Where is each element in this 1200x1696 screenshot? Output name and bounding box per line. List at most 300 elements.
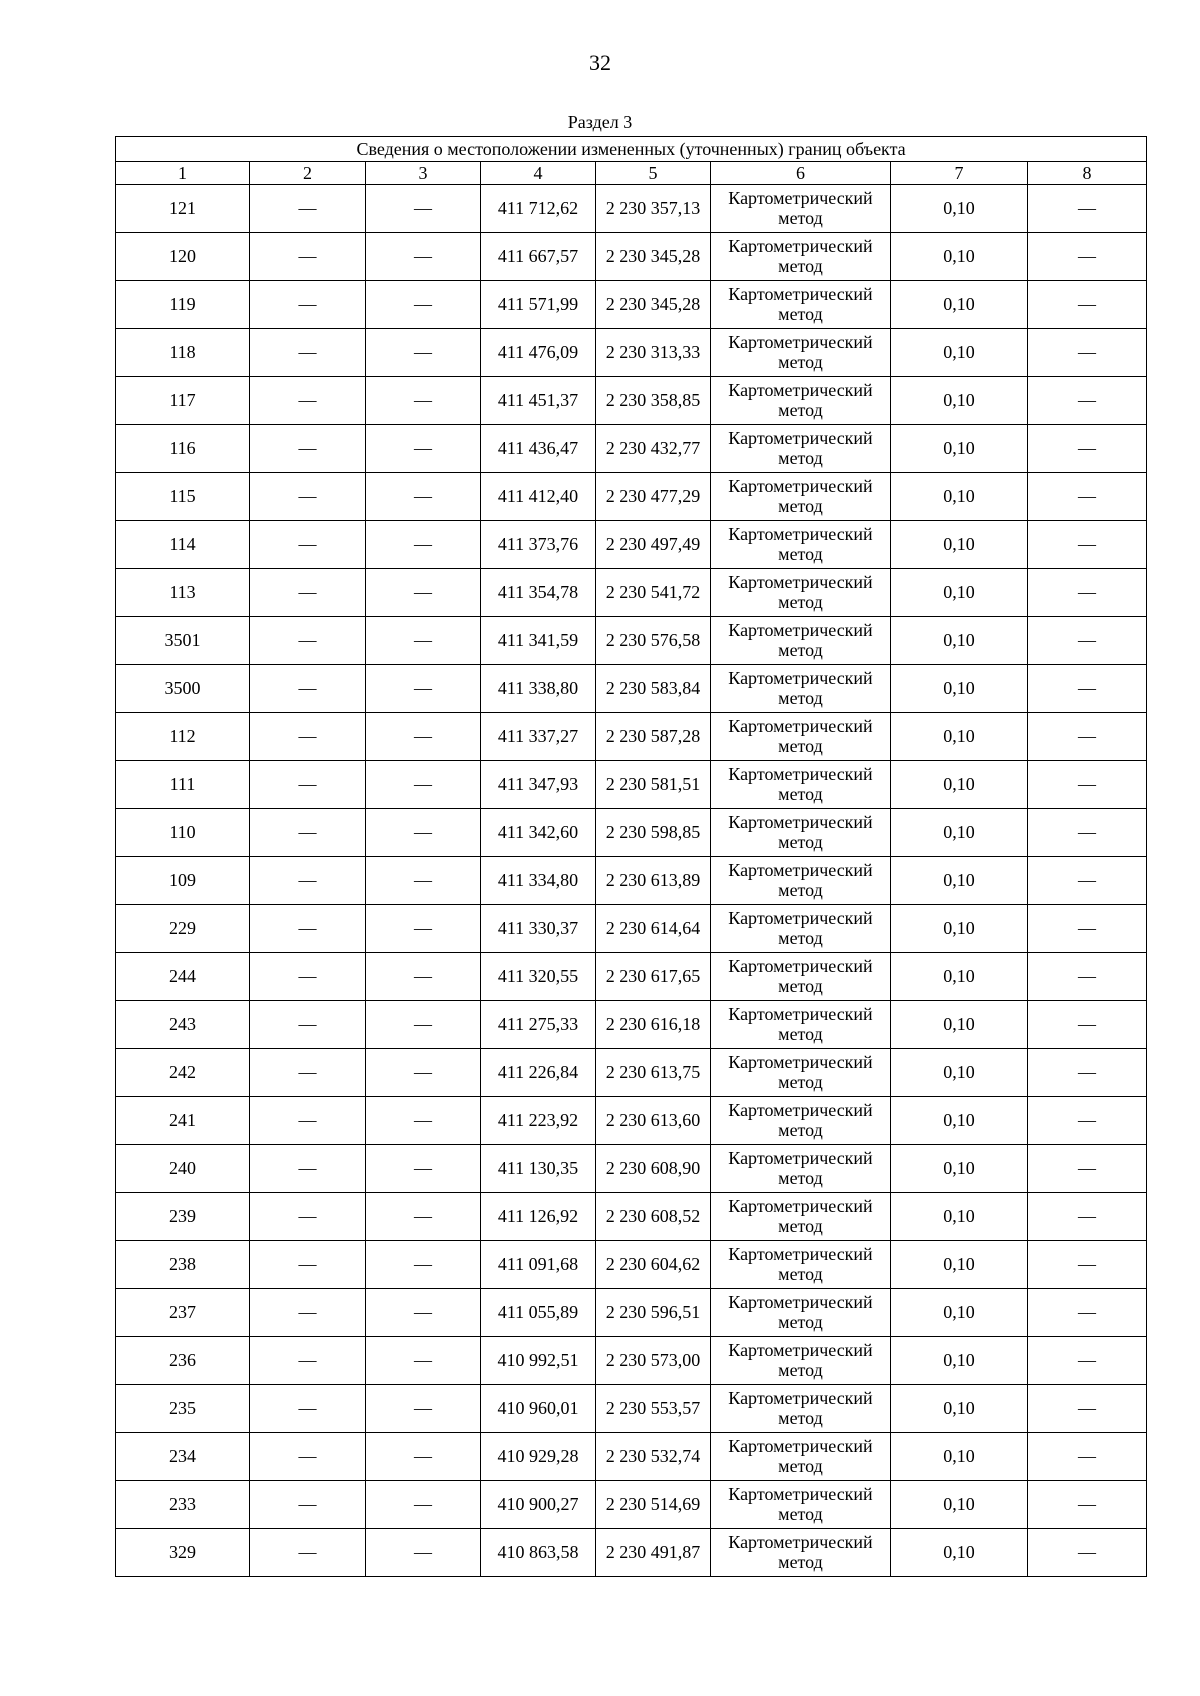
cell-point-number: 112 [116,713,250,761]
method-line1: Картометрический [728,955,873,976]
cell-dash: — [250,185,366,233]
cell-y-coordinate: 2 230 553,57 [596,1385,711,1433]
page-number: 32 [589,50,611,75]
method-line2: метод [778,783,823,804]
cell-method [711,1001,891,1049]
cell-x-coordinate: 411 667,57 [481,233,596,281]
cell-x-coordinate: 411 055,89 [481,1289,596,1337]
cell-y-coordinate: 2 230 608,90 [596,1145,711,1193]
cell-x-coordinate: 411 571,99 [481,281,596,329]
table-row [116,329,1147,377]
cell-dash: — [1028,473,1147,521]
cell-accuracy: 0,10 [891,425,1028,473]
method-line1: Картометрический [728,907,873,928]
column-header: 6 [711,162,891,185]
cell-accuracy: 0,10 [891,1241,1028,1289]
method-line1: Картометрический [728,1531,873,1552]
section-title: Раздел 3 [567,112,633,132]
method-line2: метод [778,735,823,756]
cell-dash: — [366,1385,481,1433]
cell-dash: — [1028,857,1147,905]
cell-y-coordinate: 2 230 608,52 [596,1193,711,1241]
cell-x-coordinate: 411 476,09 [481,329,596,377]
cell-dash: — [1028,1481,1147,1529]
method-line1: Картометрический [728,1339,873,1360]
cell-dash: — [1028,1289,1147,1337]
method-line2: метод [778,1311,823,1332]
cell-y-coordinate: 2 230 345,28 [596,233,711,281]
cell-x-coordinate: 411 436,47 [481,425,596,473]
cell-point-number: 244 [116,953,250,1001]
method-line1: Картометрический [728,1435,873,1456]
column-header: 5 [596,162,711,185]
cell-method [711,1241,891,1289]
method-line2: метод [778,1071,823,1092]
cell-x-coordinate: 411 126,92 [481,1193,596,1241]
method-line2: метод [778,447,823,468]
cell-accuracy: 0,10 [891,665,1028,713]
cell-y-coordinate: 2 230 497,49 [596,521,711,569]
cell-accuracy: 0,10 [891,1049,1028,1097]
cell-accuracy: 0,10 [891,233,1028,281]
method-line2: метод [778,1551,823,1572]
method-line1: Картометрический [728,811,873,832]
method-line1: Картометрический [728,1195,873,1216]
cell-x-coordinate: 411 091,68 [481,1241,596,1289]
cell-dash: — [366,617,481,665]
table-row [116,809,1147,857]
cell-dash: — [250,569,366,617]
cell-y-coordinate: 2 230 613,60 [596,1097,711,1145]
cell-dash: — [366,233,481,281]
cell-accuracy: 0,10 [891,569,1028,617]
cell-dash: — [1028,905,1147,953]
cell-dash: — [1028,1049,1147,1097]
cell-dash: — [1028,1529,1147,1577]
cell-dash: — [1028,761,1147,809]
cell-dash: — [366,1289,481,1337]
cell-x-coordinate: 411 223,92 [481,1097,596,1145]
method-line1: Картометрический [728,763,873,784]
cell-point-number: 243 [116,1001,250,1049]
column-header: 7 [891,162,1028,185]
cell-point-number: 116 [116,425,250,473]
cell-x-coordinate: 411 334,80 [481,857,596,905]
cell-method [711,809,891,857]
cell-method [711,617,891,665]
cell-method [711,1529,891,1577]
cell-dash: — [366,425,481,473]
method-line2: метод [778,687,823,708]
cell-y-coordinate: 2 230 541,72 [596,569,711,617]
cell-dash: — [366,569,481,617]
cell-dash: — [366,1241,481,1289]
cell-point-number: 240 [116,1145,250,1193]
cell-y-coordinate: 2 230 573,00 [596,1337,711,1385]
cell-dash: — [366,473,481,521]
column-header: 2 [250,162,366,185]
cell-accuracy: 0,10 [891,1145,1028,1193]
cell-dash: — [250,473,366,521]
cell-accuracy: 0,10 [891,521,1028,569]
method-line1: Картометрический [728,187,873,208]
cell-x-coordinate: 411 451,37 [481,377,596,425]
table-row [116,1241,1147,1289]
cell-dash: — [366,665,481,713]
cell-dash: — [250,713,366,761]
cell-point-number: 117 [116,377,250,425]
cell-dash: — [366,953,481,1001]
table-row [116,233,1147,281]
table-row [116,473,1147,521]
method-line2: метод [778,255,823,276]
cell-x-coordinate: 410 960,01 [481,1385,596,1433]
method-line2: метод [778,351,823,372]
cell-point-number: 235 [116,1385,250,1433]
method-line1: Картометрический [728,1003,873,1024]
method-line2: метод [778,543,823,564]
cell-dash: — [366,1001,481,1049]
cell-dash: — [250,617,366,665]
cell-y-coordinate: 2 230 514,69 [596,1481,711,1529]
cell-x-coordinate: 411 130,35 [481,1145,596,1193]
cell-point-number: 329 [116,1529,250,1577]
cell-dash: — [366,905,481,953]
column-header: 1 [116,162,250,185]
table-body [116,185,1147,1577]
cell-accuracy: 0,10 [891,809,1028,857]
method-line2: метод [778,1119,823,1140]
cell-x-coordinate: 410 992,51 [481,1337,596,1385]
cell-dash: — [366,1193,481,1241]
cell-dash: — [366,1481,481,1529]
cell-dash: — [250,665,366,713]
column-header: 8 [1028,162,1147,185]
cell-dash: — [366,1433,481,1481]
cell-accuracy: 0,10 [891,1001,1028,1049]
method-line1: Картометрический [728,1147,873,1168]
cell-method [711,281,891,329]
cell-point-number: 3500 [116,665,250,713]
cell-y-coordinate: 2 230 357,13 [596,185,711,233]
cell-method [711,857,891,905]
cell-dash: — [250,1001,366,1049]
cell-method [711,1049,891,1097]
cell-dash: — [250,233,366,281]
method-line2: метод [778,639,823,660]
cell-dash: — [250,1097,366,1145]
cell-dash: — [250,329,366,377]
cell-dash: — [366,521,481,569]
cell-y-coordinate: 2 230 491,87 [596,1529,711,1577]
cell-point-number: 115 [116,473,250,521]
cell-accuracy: 0,10 [891,1529,1028,1577]
cell-dash: — [1028,425,1147,473]
method-line2: метод [778,591,823,612]
cell-accuracy: 0,10 [891,185,1028,233]
cell-dash: — [366,1049,481,1097]
cell-y-coordinate: 2 230 581,51 [596,761,711,809]
method-line2: метод [778,399,823,420]
table-row [116,377,1147,425]
cell-dash: — [366,761,481,809]
method-line1: Картометрический [728,571,873,592]
cell-dash: — [250,1337,366,1385]
cell-point-number: 229 [116,905,250,953]
cell-y-coordinate: 2 230 596,51 [596,1289,711,1337]
cell-accuracy: 0,10 [891,281,1028,329]
cell-dash: — [366,281,481,329]
method-line1: Картометрический [728,235,873,256]
cell-dash: — [1028,1433,1147,1481]
cell-accuracy: 0,10 [891,905,1028,953]
cell-method [711,1385,891,1433]
cell-method [711,713,891,761]
cell-point-number: 242 [116,1049,250,1097]
cell-dash: — [250,1385,366,1433]
cell-dash: — [1028,1145,1147,1193]
cell-x-coordinate: 411 275,33 [481,1001,596,1049]
cell-x-coordinate: 411 226,84 [481,1049,596,1097]
cell-point-number: 114 [116,521,250,569]
cell-dash: — [1028,1385,1147,1433]
method-line2: метод [778,975,823,996]
method-line2: метод [778,495,823,516]
cell-point-number: 233 [116,1481,250,1529]
method-line1: Картометрический [728,715,873,736]
cell-dash: — [1028,569,1147,617]
cell-dash: — [1028,1241,1147,1289]
cell-dash: — [250,1049,366,1097]
cell-method [711,1097,891,1145]
cell-point-number: 241 [116,1097,250,1145]
cell-accuracy: 0,10 [891,377,1028,425]
table-row [116,1001,1147,1049]
method-line2: метод [778,303,823,324]
cell-dash: — [1028,329,1147,377]
table-caption: Сведения о местоположении измененных (уточненных) границ объекта [116,137,1147,162]
cell-y-coordinate: 2 230 583,84 [596,665,711,713]
column-header-row [116,162,1147,185]
method-line2: метод [778,1263,823,1284]
cell-dash: — [250,281,366,329]
cell-x-coordinate: 410 863,58 [481,1529,596,1577]
cell-dash: — [250,857,366,905]
cell-dash: — [366,377,481,425]
method-line1: Картометрический [728,667,873,688]
table-row [116,953,1147,1001]
cell-dash: — [366,857,481,905]
cell-y-coordinate: 2 230 345,28 [596,281,711,329]
cell-y-coordinate: 2 230 616,18 [596,1001,711,1049]
cell-dash: — [1028,1337,1147,1385]
cell-point-number: 239 [116,1193,250,1241]
cell-dash: — [1028,1097,1147,1145]
method-line2: метод [778,1503,823,1524]
method-line1: Картометрический [728,1243,873,1264]
table-row [116,425,1147,473]
method-line1: Картометрический [728,427,873,448]
cell-accuracy: 0,10 [891,1193,1028,1241]
cell-dash: — [1028,233,1147,281]
table-row [116,905,1147,953]
cell-method [711,1289,891,1337]
cell-point-number: 118 [116,329,250,377]
cell-dash: — [1028,617,1147,665]
cell-method [711,521,891,569]
method-line1: Картометрический [728,283,873,304]
cell-dash: — [250,425,366,473]
cell-method [711,425,891,473]
cell-accuracy: 0,10 [891,329,1028,377]
table-row [116,281,1147,329]
cell-dash: — [366,1529,481,1577]
cell-point-number: 110 [116,809,250,857]
cell-dash: — [1028,953,1147,1001]
cell-dash: — [1028,665,1147,713]
table-row [116,1049,1147,1097]
cell-dash: — [250,1529,366,1577]
cell-dash: — [366,713,481,761]
table-row [116,713,1147,761]
cell-method [711,905,891,953]
cell-x-coordinate: 411 347,93 [481,761,596,809]
cell-dash: — [366,185,481,233]
method-line1: Картометрический [728,523,873,544]
cell-dash: — [1028,1001,1147,1049]
cell-y-coordinate: 2 230 432,77 [596,425,711,473]
cell-x-coordinate: 410 929,28 [481,1433,596,1481]
cell-dash: — [366,1145,481,1193]
method-line1: Картометрический [728,1051,873,1072]
cell-method [711,329,891,377]
cell-point-number: 237 [116,1289,250,1337]
cell-x-coordinate: 411 320,55 [481,953,596,1001]
cell-dash: — [250,1481,366,1529]
cell-y-coordinate: 2 230 587,28 [596,713,711,761]
cell-x-coordinate: 411 337,27 [481,713,596,761]
cell-accuracy: 0,10 [891,1289,1028,1337]
cell-point-number: 119 [116,281,250,329]
method-line1: Картометрический [728,1387,873,1408]
cell-point-number: 236 [116,1337,250,1385]
method-line2: метод [778,1215,823,1236]
cell-method [711,1145,891,1193]
cell-dash: — [1028,281,1147,329]
table-row [116,185,1147,233]
cell-method [711,185,891,233]
method-line2: метод [778,831,823,852]
cell-dash: — [250,905,366,953]
cell-point-number: 120 [116,233,250,281]
table-row [116,1529,1147,1577]
method-line2: метод [778,1407,823,1428]
table-row [116,1433,1147,1481]
table-row [116,1193,1147,1241]
cell-point-number: 238 [116,1241,250,1289]
method-line2: метод [778,927,823,948]
cell-y-coordinate: 2 230 576,58 [596,617,711,665]
cell-method [711,233,891,281]
method-line1: Картометрический [728,1099,873,1120]
method-line1: Картометрический [728,475,873,496]
method-line1: Картометрический [728,331,873,352]
table-row [116,1385,1147,1433]
method-line1: Картометрический [728,1483,873,1504]
cell-x-coordinate: 411 341,59 [481,617,596,665]
table-row [116,1097,1147,1145]
cell-point-number: 121 [116,185,250,233]
cell-y-coordinate: 2 230 313,33 [596,329,711,377]
cell-y-coordinate: 2 230 614,64 [596,905,711,953]
cell-accuracy: 0,10 [891,857,1028,905]
cell-accuracy: 0,10 [891,1433,1028,1481]
method-line1: Картометрический [728,859,873,880]
table-row [116,1289,1147,1337]
method-line2: метод [778,1167,823,1188]
cell-y-coordinate: 2 230 598,85 [596,809,711,857]
cell-accuracy: 0,10 [891,617,1028,665]
cell-method [711,1193,891,1241]
cell-dash: — [250,521,366,569]
cell-point-number: 109 [116,857,250,905]
method-line2: метод [778,1359,823,1380]
cell-y-coordinate: 2 230 477,29 [596,473,711,521]
cell-dash: — [1028,809,1147,857]
cell-x-coordinate: 411 412,40 [481,473,596,521]
table-row [116,1337,1147,1385]
cell-accuracy: 0,10 [891,953,1028,1001]
cell-accuracy: 0,10 [891,761,1028,809]
column-header: 3 [366,162,481,185]
cell-accuracy: 0,10 [891,1337,1028,1385]
cell-y-coordinate: 2 230 532,74 [596,1433,711,1481]
table-row [116,857,1147,905]
cell-x-coordinate: 411 342,60 [481,809,596,857]
cell-point-number: 113 [116,569,250,617]
table-row [116,617,1147,665]
cell-x-coordinate: 411 330,37 [481,905,596,953]
table-row [116,665,1147,713]
cell-x-coordinate: 411 712,62 [481,185,596,233]
cell-accuracy: 0,10 [891,1481,1028,1529]
cell-dash: — [1028,521,1147,569]
cell-dash: — [366,1097,481,1145]
cell-method [711,953,891,1001]
cell-dash: — [250,377,366,425]
cell-dash: — [250,761,366,809]
table-row [116,1481,1147,1529]
cell-method [711,569,891,617]
cell-dash: — [1028,713,1147,761]
cell-point-number: 234 [116,1433,250,1481]
table-row [116,1145,1147,1193]
cell-y-coordinate: 2 230 604,62 [596,1241,711,1289]
cell-accuracy: 0,10 [891,473,1028,521]
cell-x-coordinate: 411 338,80 [481,665,596,713]
cell-method [711,1481,891,1529]
method-line1: Картометрический [728,379,873,400]
cell-method [711,473,891,521]
cell-method [711,1337,891,1385]
cell-dash: — [1028,1193,1147,1241]
cell-dash: — [366,329,481,377]
cell-dash: — [1028,377,1147,425]
table-row [116,761,1147,809]
cell-dash: — [250,1241,366,1289]
cell-y-coordinate: 2 230 613,89 [596,857,711,905]
cell-accuracy: 0,10 [891,713,1028,761]
